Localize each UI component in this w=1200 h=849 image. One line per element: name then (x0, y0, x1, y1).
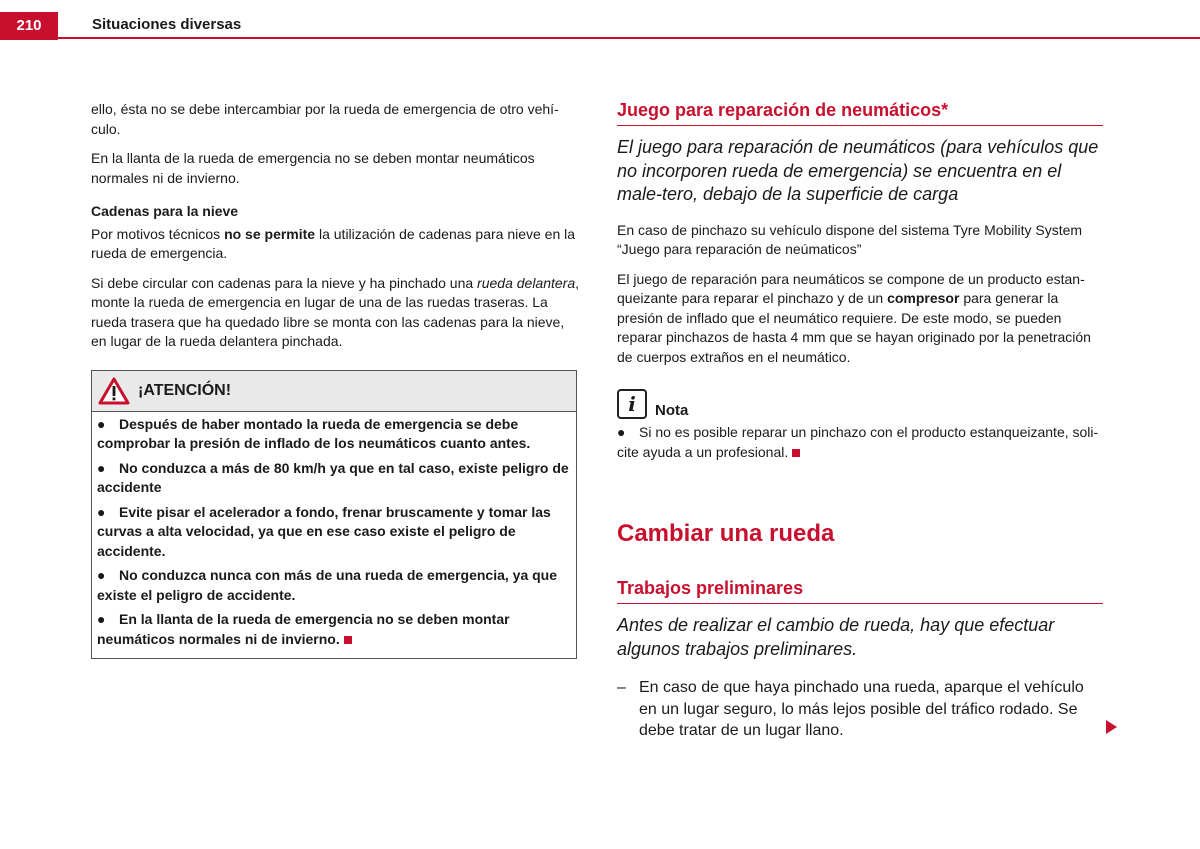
paragraph-4 (91, 274, 579, 352)
italic-run: rueda delantera (477, 274, 576, 291)
text-run: Si debe circular con cadenas para la nieve y ha pinchado una (91, 274, 478, 291)
paragraph-2: En la llanta de la rueda de emergencia no se deben montar neumáticos normales ni de invierno. (91, 150, 535, 186)
warning-text: No conduzca a más de 80 km/h ya que en tal caso, existe peligro de accidente (97, 459, 569, 495)
page-number: 210 (0, 12, 58, 40)
warning-text: Evite pisar el acelerador a fondo, frenar bruscamente y tomar las curvas a alta velocidad, ya que en ese caso existe el peligro de accidente. (97, 503, 551, 559)
bullet: ● (97, 503, 106, 520)
paragraph-3 (91, 225, 579, 264)
text-run: , monte la rueda de emergencia en lugar de una de las ruedas traseras. La rueda trasera que ha quedado libre se monta con las cadenas para la nieve, en lugar de la rueda delantera pinchada. (91, 274, 580, 349)
right-column (617, 100, 1103, 742)
warning-text: No conduzca nunca con más de una rueda de emergencia, ya que existe el peligro de accidente. (97, 567, 558, 603)
bold-run: compresor (887, 290, 960, 306)
text-run: El juego de reparación para neumáticos se compone de un producto estan-queizante para reparar el pinchazo y de un (617, 270, 1085, 306)
warning-text: Después de haber montado la rueda de emergencia se debe comprobar la presión de inflado de los neumáticos cuanto antes. (97, 415, 531, 451)
section-title: Situaciones diversas (92, 16, 242, 33)
step-item (617, 677, 1103, 742)
chains-heading: Cadenas para la nieve (91, 203, 239, 219)
warning-item (97, 610, 571, 649)
warning-triangle-icon (98, 377, 130, 405)
note-header (617, 389, 1103, 419)
bullet: ● (97, 567, 106, 583)
note-text (617, 423, 1103, 462)
next-page-arrow-icon (1106, 720, 1117, 734)
note-body: Si no es posible reparar un pinchazo con el producto estanqueizante, soli-cite ayuda a un profesional. (617, 424, 1099, 460)
warning-item (97, 415, 571, 454)
bullet: ● (617, 424, 626, 440)
warning-list (92, 412, 576, 659)
bullet: ● (97, 415, 106, 432)
preliminary-title: Trabajos preliminares (617, 578, 1103, 604)
warning-header (92, 371, 576, 412)
warning-box (91, 370, 577, 660)
end-square-icon (792, 449, 800, 457)
kit-paragraph-2 (617, 270, 1103, 368)
bold-run: no se permite (224, 225, 316, 242)
bullet: ● (97, 459, 106, 476)
warning-item (97, 459, 571, 498)
paragraph-1: ello, ésta no se debe intercambiar por la rueda de emergencia de otro vehí-culo. (91, 101, 559, 137)
kit-paragraph-1: En caso de pinchazo su vehículo dispone del sistema Tyre Mobility System “Juego para reparación de neúmaticos” (617, 221, 1083, 257)
warning-item (97, 566, 571, 605)
kit-section-title: Juego para reparación de neumáticos* (617, 100, 1103, 126)
page-header (0, 0, 1200, 40)
kit-intro: El juego para reparación de neumáticos (para vehículos que no incorporen rueda de emergencia) se encuentra en el male-tero, debajo de la superficie de carga (617, 137, 1099, 204)
end-square-icon (344, 636, 352, 644)
bullet: ● (97, 611, 106, 627)
text-run: la utilización de cadenas para nieve en la rueda de emergencia. (91, 225, 576, 261)
text-run: para generar la presión de inflado que el neumático requiere. De este modo, se pueden reparar pinchazos de hasta 4 mm que se hayan originado por la penetración de cuerpos extraños en el neumático. (617, 290, 1091, 365)
info-icon: i (617, 389, 647, 419)
warning-text: En la llanta de la rueda de emergencia no se deben montar neumáticos normales ni de invierno. (97, 611, 510, 647)
left-column (91, 100, 579, 659)
text-run: Por motivos técnicos (91, 225, 225, 242)
header-rule (58, 37, 1200, 39)
warning-item (97, 503, 571, 562)
change-wheel-title: Cambiar una rueda (617, 520, 835, 547)
preliminary-intro: Antes de realizar el cambio de rueda, hay que efectuar algunos trabajos preliminares. (617, 615, 1055, 659)
note-title: Nota (655, 402, 689, 419)
step-dash: – (617, 679, 626, 696)
step-text: En caso de que haya pinchado una rueda, aparque el vehículo en un lugar seguro, lo más lejos posible del tráfico rodado. Se debe tratar de un lugar llano. (639, 679, 1084, 739)
warning-title: ¡ATENCIÓN! (138, 381, 232, 399)
